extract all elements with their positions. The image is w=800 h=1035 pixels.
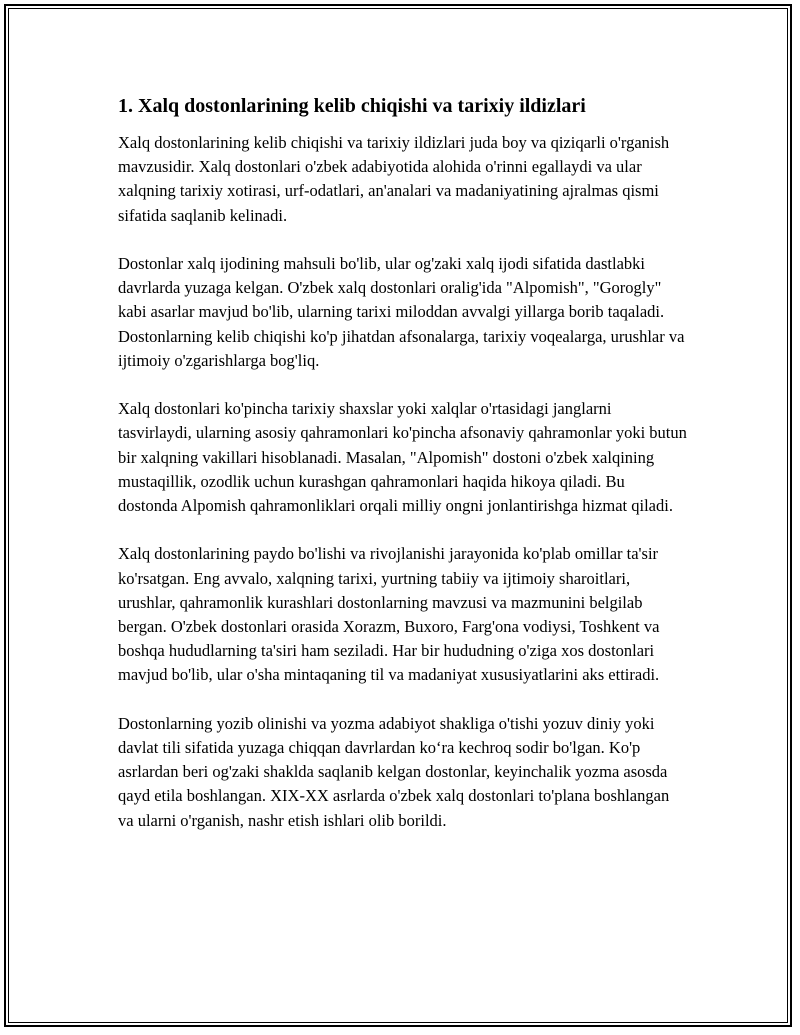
paragraph-4: Xalq dostonlarining paydo bo'lishi va rivojlanishi jarayonida ko'plab omillar ta'sir ko'rsatgan. Eng avvalo, xalqning tarixi, yurtning tabiiy va ijtimoiy sharoitlari, urushlar, qahramonlik kurashlari dostonlarning mavzusi va mazmunini belgilab bergan. O'zbek dostonlari orasida Xorazm, Buxoro, Farg'ona vodiysi, Toshkent va boshqa hududlarning ta'siri ham seziladi. Har bir hududning o'ziga xos dostonlari mavjud bo'lib, ular o'sha mintaqaning til va madaniyat xususiyatlarini aks ettiradi. — [118, 544, 660, 685]
paragraph-3: Xalq dostonlari ko'pincha tarixiy shaxslar yoki xalqlar o'rtasidagi janglarni tasvirlaydi, ularning asosiy qahramonlari ko'pincha afsonaviy qahramonlar yoki butun bir xalqning vakillari hisoblanadi. Masalan, "Alpomish" dostoni o'zbek xalqining mustaqillik, ozodlik uchun kurashgan qahramonlari haqida hikoya qiladi. Bu dostonda Alpomish qahramonliklari orqali milliy ongni jonlantirishga hizmat qiladi. — [118, 399, 687, 516]
document-body — [118, 94, 688, 857]
paragraph-1: Xalq dostonlarining kelib chiqishi va tarixiy ildizlari juda boy va qiziqarli o'rganish mavzusidir. Xalq dostonlari o'zbek adabiyotida alohida o'rinni egallaydi va ular xalqning tarixiy xotirasi, urf-odatlari, an'analari va madaniyatining ajralmas qismi sifatida saqlanib kelinadi. — [118, 133, 670, 225]
section-heading: 1. Xalq dostonlarining kelib chiqishi va tarixiy ildizlari — [118, 95, 586, 117]
paragraph-2: Dostonlar xalq ijodining mahsuli bo'lib, ular og'zaki xalq ijodi sifatida dastlabki davrlarda yuzaga kelgan. O'zbek xalq dostonlari oralig'ida "Alpomish", "Gorogly" kabi asarlar mavjud bo'lib, ularning tarixi miloddan avvalgi yillarga borib taqaladi. Dostonlarning kelib chiqishi ko'p jihatdan afsonalarga, tarixiy voqealarga, urushlar va ijtimoiy o'zgarishlarga bog'liq. — [118, 254, 685, 370]
paragraph-5: Dostonlarning yozib olinishi va yozma adabiyot shakliga o'tishi yozuv diniy yoki davlat tili sifatida yuzaga chiqqan davrlardan ko‘ra kechroq sodir bo'lgan. Ko'p asrlardan beri og'zaki shaklda saqlanib kelgan dostonlar, keyinchalik yozma asosda qayd etila boshlangan. XIX-XX asrlarda o'zbek xalq dostonlari to'plana boshlangan va ularni o'rganish, nashr etish ishlari olib borildi. — [118, 713, 670, 830]
